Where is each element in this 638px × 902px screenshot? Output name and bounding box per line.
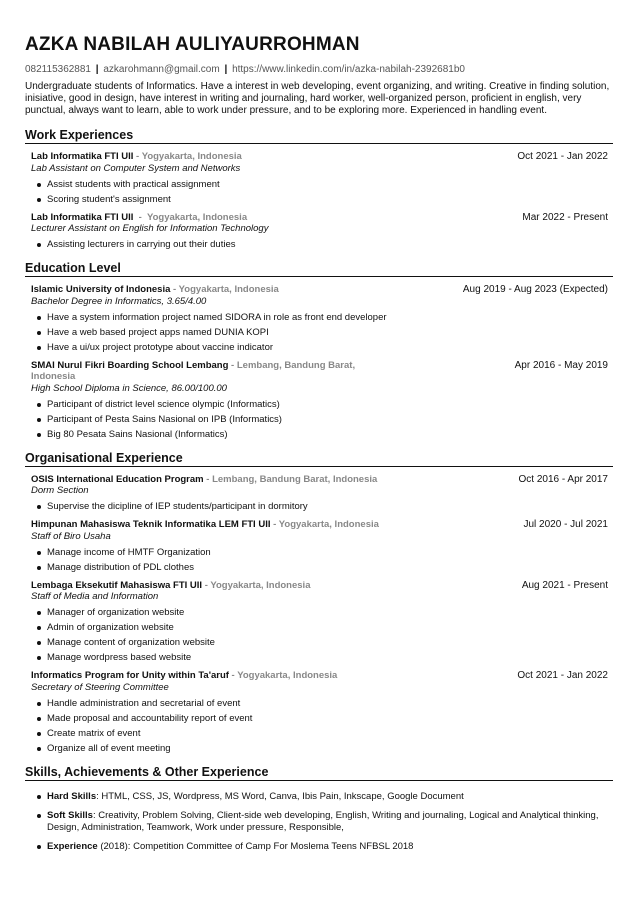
bullet-item: Create matrix of event (47, 728, 608, 739)
role-title: High School Diploma in Science, 86.00/100.00 (31, 382, 227, 394)
entry-item (31, 212, 608, 251)
bullet-item: Participant of Pesta Sains Nasional on IPB (Informatics) (47, 414, 608, 425)
bullet-list (31, 179, 608, 205)
entry-title (31, 284, 279, 296)
title-dash: - (228, 670, 238, 681)
date-range: Jul 2020 - Jul 2021 (523, 519, 608, 530)
organization-name: SMAI Nurul Fikri Boarding School Lembang (31, 359, 229, 371)
section-title-organisational: Organisational Experience (25, 451, 613, 467)
date-range: Apr 2016 - May 2019 (514, 359, 608, 371)
phone-number[interactable]: 082115362881 (25, 64, 91, 75)
entry-title (31, 519, 379, 531)
section-title-education: Education Level (25, 261, 613, 277)
skill-text: (2018): Competition Committee of Camp For Moslema Teens NFBSL 2018 (97, 840, 414, 852)
skill-text: : Creativity, Problem Solving, Client-side web developing, English, Writing and journaling, Logical and Analytical thinking, Design, Administration, Teamwork, Work under pressure, Responsible, (47, 809, 599, 833)
bullet-item: Big 80 Pesata Sains Nasional (Informatics) (47, 429, 608, 440)
email-link[interactable]: azkarohmann@gmail.com (103, 64, 220, 75)
bullet-item: Assisting lecturers in carrying out their duties (47, 239, 608, 250)
role-title: Secretary of Steering Committee (31, 681, 169, 693)
bullet-item: Manage wordpress based website (47, 652, 608, 663)
location: Yogyakarta, Indonesia (146, 211, 248, 223)
bullet-list (31, 698, 608, 754)
organization-name: Informatics Program for Unity within Ta'aruf (31, 670, 229, 681)
contact-separator: | (95, 64, 99, 75)
title-dash: - (133, 151, 142, 162)
entry-header (31, 474, 608, 486)
section-title-skills: Skills, Achievements & Other Experience (25, 765, 613, 781)
role-title: Staff of Biro Usaha (31, 530, 111, 542)
bullet-list (31, 607, 608, 663)
role-title: Staff of Media and Information (31, 591, 159, 602)
title-dash: - (170, 284, 179, 295)
entry-header (31, 151, 608, 163)
education-entries (25, 284, 613, 440)
location: Lembang, Bandung Barat, Indonesia (31, 359, 356, 382)
skill-label: Hard Skills (47, 790, 97, 802)
entry-header (31, 670, 608, 682)
bullet-item: Assist students with practical assignment (47, 179, 608, 190)
entry-item (31, 519, 608, 573)
skill-label: Soft Skills (47, 809, 93, 821)
contact-line (25, 63, 613, 76)
profile-summary: Undergraduate students of Informatics. Have a interest in web developing, event organizing, and writing. Creative in finding solution, inisiative, good in design, have interest in writing and journaling, hard worker, well-organized person, proficient in english, very punctual, always want to learn, able to work under pressure, and to be exploring more. Experienced in handling event. (25, 81, 610, 116)
bullet-item: Manager of organization website (47, 607, 608, 618)
bullet-list (31, 501, 608, 512)
location: Yogyakarta, Indonesia (278, 519, 379, 530)
bullet-list (31, 312, 608, 353)
entry-item (31, 360, 608, 440)
date-range: Oct 2021 - Jan 2022 (517, 151, 608, 162)
entry-item (31, 284, 608, 353)
work-entries (25, 151, 613, 250)
entry-item (31, 151, 608, 205)
entry-title (31, 670, 337, 682)
entry-item (31, 580, 608, 664)
bullet-item: Have a web based project apps named DUNIA KOPI (47, 327, 608, 338)
entry-header (31, 284, 608, 296)
bullet-item: Organize all of event meeting (47, 743, 608, 754)
title-dash: - (202, 579, 211, 591)
organization-name: OSIS International Education Program (31, 473, 204, 485)
skill-item (47, 810, 608, 834)
linkedin-link[interactable]: https://www.linkedin.com/in/azka-nabilah-2392681b0 (232, 64, 465, 75)
date-range: Aug 2019 - Aug 2023 (Expected) (462, 284, 608, 295)
section-title-work: Work Experiences (25, 128, 613, 144)
date-range: Oct 2021 - Jan 2022 (517, 670, 608, 681)
entry-header (31, 519, 608, 531)
role-title: Lab Assistant on Computer System and Networks (31, 162, 241, 174)
entry-header (31, 580, 608, 592)
bullet-item: Scoring student's assignment (47, 194, 608, 205)
bullet-item: Have a ui/ux project prototype about vaccine indicator (47, 342, 608, 353)
organization-name: Himpunan Mahasiswa Teknik Informatika LEM FTI UII (31, 519, 271, 530)
date-range: Oct 2016 - Apr 2017 (518, 473, 608, 485)
entry-title (31, 151, 242, 163)
organization-name: Islamic University of Indonesia (31, 284, 171, 295)
bullet-list (31, 399, 608, 440)
entry-title (31, 360, 391, 383)
bullet-item: Supervise the dicipline of IEP students/participant in dormitory (47, 501, 608, 512)
role-title: Bachelor Degree in Informatics, 3.65/4.00 (31, 295, 207, 307)
skill-item (47, 841, 608, 853)
bullet-item: Admin of organization website (47, 622, 608, 633)
entry-item (31, 670, 608, 754)
location: Yogyakarta, Indonesia (210, 579, 311, 591)
bullet-item: Participant of district level science olympic (Informatics) (47, 399, 608, 410)
entry-title (31, 212, 247, 224)
skill-label: Experience (47, 840, 98, 852)
candidate-name: AZKA NABILAH AULIYAURROHMAN (25, 34, 360, 55)
bullet-item: Handle administration and secretarial of event (47, 698, 608, 709)
bullet-list (31, 547, 608, 573)
bullet-item: Made proposal and accountability report of event (47, 713, 608, 724)
entry-title (31, 474, 377, 486)
bullet-item: Manage distribution of PDL clothes (47, 562, 608, 573)
location: Yogyakarta, Indonesia (141, 151, 242, 162)
entry-header (31, 212, 608, 224)
entry-title (31, 580, 310, 592)
contact-separator: | (224, 64, 228, 75)
resume-page (25, 34, 613, 860)
date-range: Mar 2022 - Present (522, 211, 608, 223)
role-title: Dorm Section (31, 485, 89, 496)
title-dash: - (133, 211, 147, 223)
skill-item (47, 791, 608, 803)
skill-text: : HTML, CSS, JS, Wordpress, MS Word, Canva, Ibis Pain, Inkscape, Google Document (96, 790, 464, 802)
location: Yogyakarta, Indonesia (178, 284, 279, 295)
bullet-item: Manage content of organization website (47, 637, 608, 648)
location: Lembang, Bandung Barat, Indonesia (212, 473, 378, 485)
bullet-list (31, 239, 608, 250)
title-dash: - (270, 519, 279, 530)
location: Yogyakarta, Indonesia (237, 670, 338, 681)
entry-item (31, 474, 608, 513)
role-title: Lecturer Assistant on English for Information Technology (31, 223, 269, 234)
bullet-item: Manage income of HMTF Organization (47, 547, 608, 558)
organization-name: Lembaga Eksekutif Mahasiswa FTI UII (31, 579, 203, 591)
organization-name: Lab Informatika FTI UII (31, 211, 134, 223)
bullet-item: Have a system information project named SIDORA in role as front end developer (47, 312, 608, 323)
skills-list (31, 791, 608, 853)
organization-name: Lab Informatika FTI UII (31, 151, 134, 162)
date-range: Aug 2021 - Present (521, 579, 608, 591)
organisational-entries (25, 474, 613, 754)
title-dash: - (203, 473, 213, 485)
entry-header (31, 360, 608, 383)
title-dash: - (228, 359, 237, 371)
